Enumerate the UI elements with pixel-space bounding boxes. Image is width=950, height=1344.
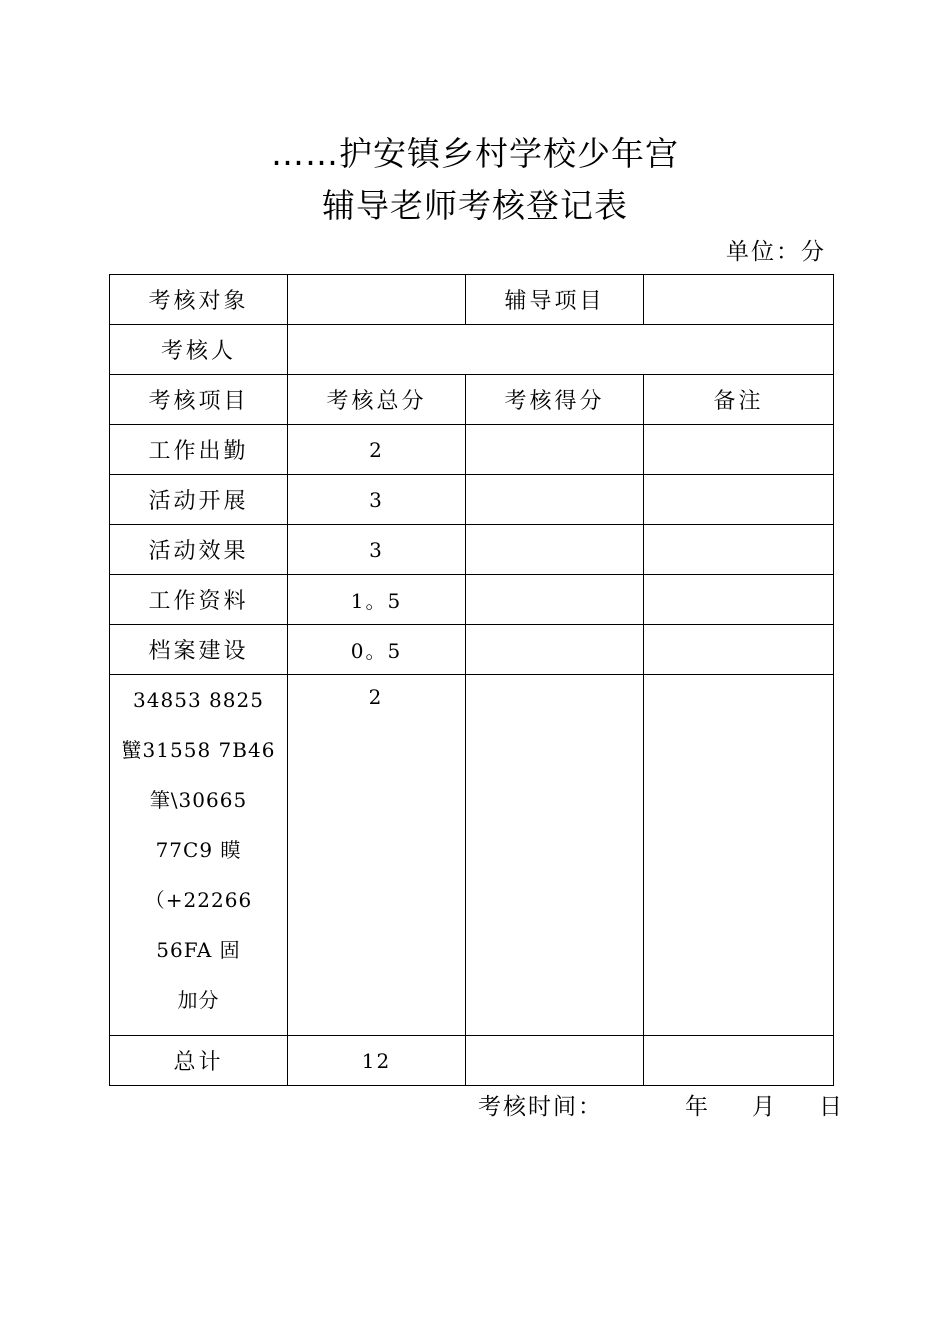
row-total: 2 — [288, 425, 466, 475]
project-label: 辅导项目 — [466, 275, 644, 325]
assessor-label: 考核人 — [110, 325, 288, 375]
row-total: 0。5 — [288, 625, 466, 675]
date-label: 考核时间： — [478, 1094, 603, 1120]
row-total: 3 — [288, 475, 466, 525]
sum-label: 总计 — [110, 1036, 288, 1086]
col-header-note: 备注 — [644, 375, 834, 425]
row-note-cell[interactable] — [644, 425, 834, 475]
target-label: 考核对象 — [110, 275, 288, 325]
row-item: 工作出勤 — [110, 425, 288, 475]
target-value-cell[interactable] — [288, 275, 466, 325]
bonus-total: 2 — [288, 675, 466, 1036]
row-item: 工作资料 — [110, 575, 288, 625]
bonus-line: 筆\30665 — [149, 788, 248, 812]
bonus-score-cell[interactable] — [466, 675, 644, 1036]
row-note-cell[interactable] — [644, 625, 834, 675]
bonus-line: 34853 8825 — [133, 688, 264, 712]
row-score-cell[interactable] — [466, 425, 644, 475]
col-header-item: 考核项目 — [110, 375, 288, 425]
month-label: 月 — [752, 1094, 777, 1120]
row-score-cell[interactable] — [466, 475, 644, 525]
assessment-table — [109, 274, 834, 1086]
row-note-cell[interactable] — [644, 475, 834, 525]
table-row — [110, 525, 834, 575]
document-title-line1: ……护安镇乡村学校少年宫 — [271, 134, 679, 173]
bonus-line: 蠥31558 7B46 — [121, 738, 276, 762]
table-row — [110, 625, 834, 675]
column-header-row — [110, 375, 834, 425]
row-item: 活动开展 — [110, 475, 288, 525]
col-header-total: 考核总分 — [288, 375, 466, 425]
year-label: 年 — [685, 1094, 710, 1120]
row-note-cell[interactable] — [644, 525, 834, 575]
bonus-line: 56FA 固 — [156, 938, 241, 962]
sum-score-cell[interactable] — [466, 1036, 644, 1086]
bonus-line: （+22266 — [144, 888, 253, 912]
row-total: 1。5 — [288, 575, 466, 625]
bonus-item — [110, 675, 288, 1036]
row-score-cell[interactable] — [466, 575, 644, 625]
assessor-value-cell[interactable] — [288, 325, 834, 375]
day-label: 日 — [819, 1094, 844, 1120]
bonus-line: 加分 — [177, 988, 220, 1012]
row-score-cell[interactable] — [466, 525, 644, 575]
bonus-note-cell[interactable] — [644, 675, 834, 1036]
bonus-line: 77C9 瞙 — [155, 838, 242, 862]
row-score-cell[interactable] — [466, 625, 644, 675]
assessment-date — [478, 1088, 844, 1121]
document-title-line2: 辅导老师考核登记表 — [322, 186, 628, 225]
row-total: 3 — [288, 525, 466, 575]
row-note-cell[interactable] — [644, 575, 834, 625]
header-row-target — [110, 275, 834, 325]
row-item: 活动效果 — [110, 525, 288, 575]
table-row — [110, 425, 834, 475]
bonus-row — [110, 675, 834, 1036]
table-row — [110, 575, 834, 625]
sum-row — [110, 1036, 834, 1086]
table-row — [110, 475, 834, 525]
row-item: 档案建设 — [110, 625, 288, 675]
header-row-assessor — [110, 325, 834, 375]
unit-label: 单位：分 — [726, 239, 826, 265]
col-header-score: 考核得分 — [466, 375, 644, 425]
sum-total: 12 — [288, 1036, 466, 1086]
sum-note-cell[interactable] — [644, 1036, 834, 1086]
project-value-cell[interactable] — [644, 275, 834, 325]
